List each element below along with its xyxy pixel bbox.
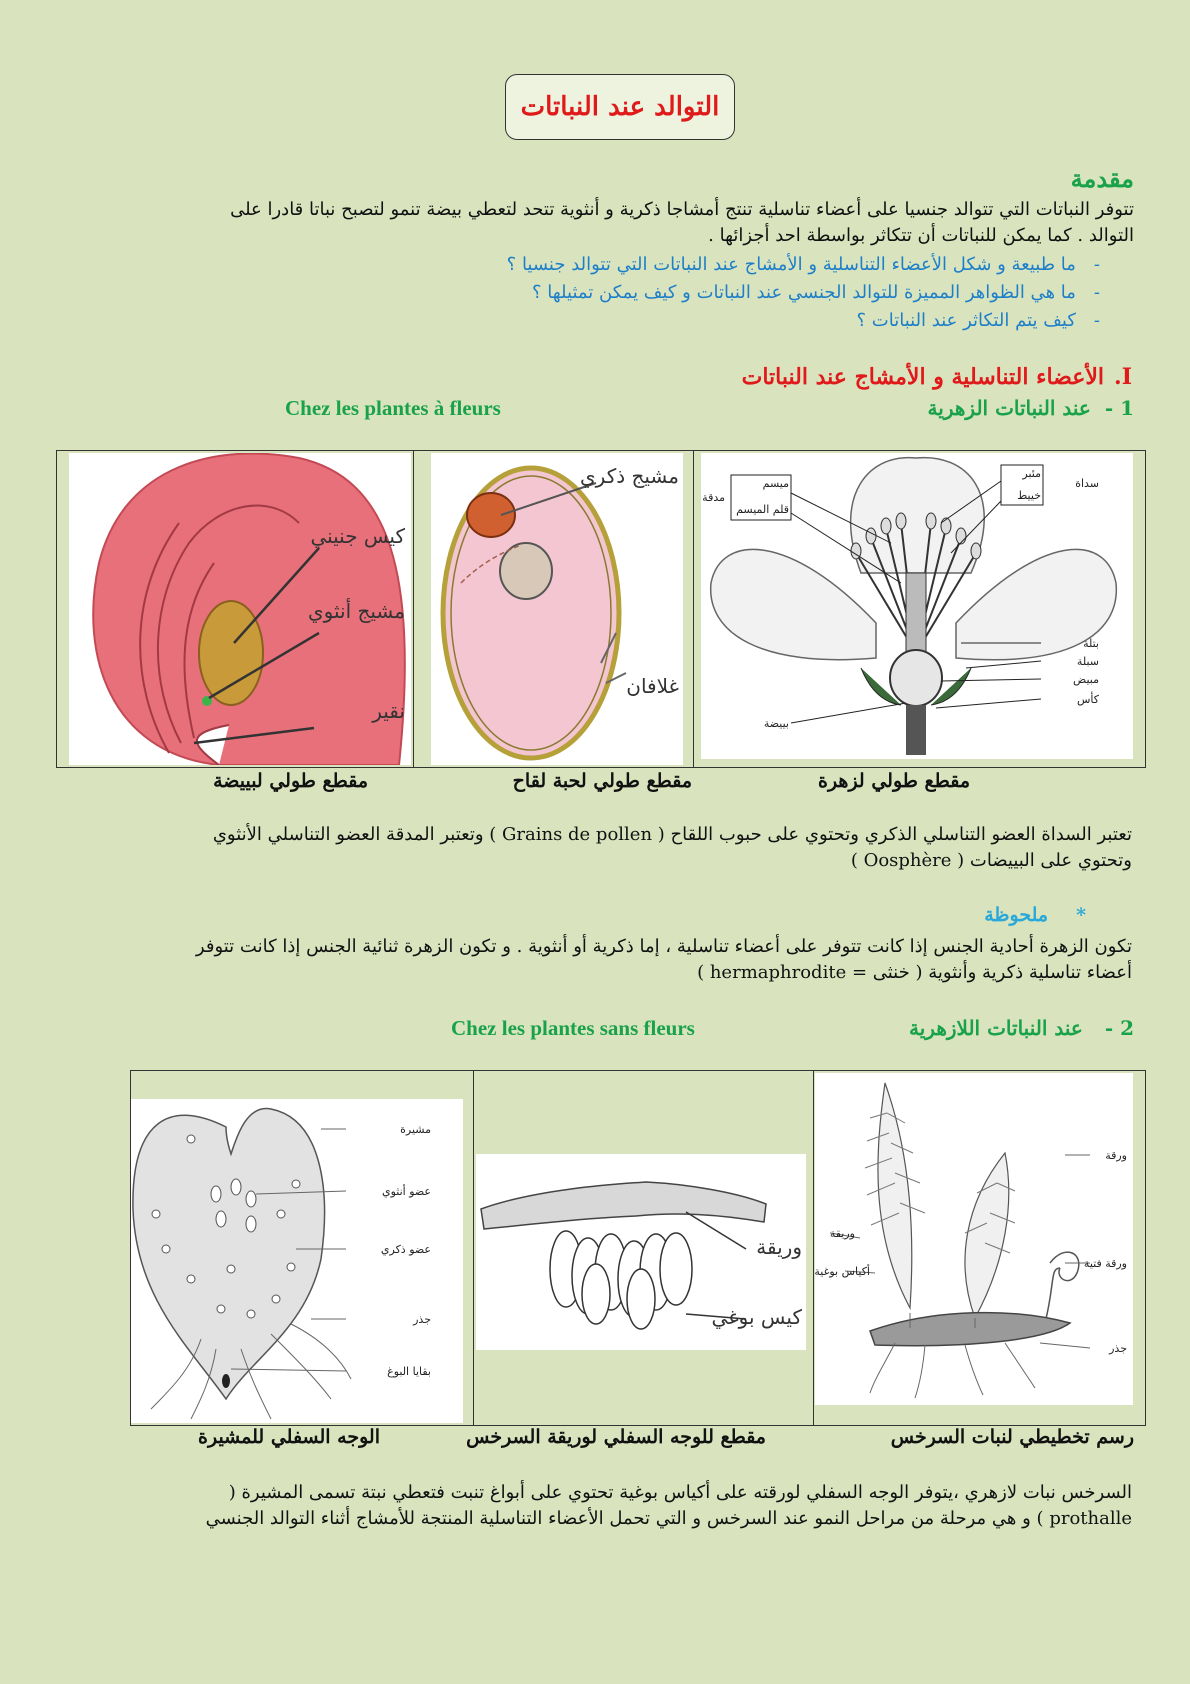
question-2 — [532, 279, 1100, 307]
pollen-label-walls: غلافان — [626, 674, 679, 698]
page-title: التوالد عند النباتات — [505, 74, 735, 140]
question-text: ما هي الظواهر المميزة للتوالد الجنسي عند النباتات و كيف يمكن تمثيلها ؟ — [532, 282, 1076, 303]
table-divider — [693, 451, 694, 767]
caption-fern: رسم تخطيطي لنبات السرخس — [890, 1426, 1134, 1448]
prothallus-label-female: عضو أنثوي — [381, 1185, 431, 1198]
prothallus-label-spore: بقايا البوغ — [387, 1365, 431, 1378]
fern-figure — [815, 1073, 1133, 1405]
fern-figures-table — [130, 1070, 1146, 1426]
fern-label-leaflet: وريقة — [829, 1227, 855, 1240]
table-divider — [813, 1071, 814, 1425]
intro-heading: مقدمة — [1070, 164, 1134, 193]
flower-label-stamen: سداة — [1075, 477, 1099, 490]
flower-diagram — [701, 453, 1133, 759]
caption-pollen: مقطع طولي لحبة لقاح — [512, 770, 692, 792]
subsection-2-heading — [909, 1016, 1134, 1040]
flower-label-pistil: مدقة — [702, 491, 725, 504]
bullet: - — [1093, 310, 1100, 331]
organs-text: تعتبر السداة العضو التناسلي الذكري وتحتوي على حبوب اللقاح ( Grains de pollen ) وتعتبر المدقة العضو التناسلي الأنثوي وتحتوي على البييضات ( Oosphère ) — [212, 824, 1132, 871]
pollen-label-male-gamete: مشيج ذكري — [580, 464, 679, 488]
flower-label-ovule: بييضة — [763, 717, 789, 730]
flower-label-stigma: ميسم — [762, 477, 789, 490]
fern-diagram — [815, 1073, 1133, 1405]
ovule-label-embryo-sac: كيس جنيني — [310, 524, 405, 548]
ovule-label-micropyle: نقير — [372, 699, 405, 723]
subsection-title: عند النباتات اللازهرية — [909, 1016, 1083, 1040]
subsection-2-french: Chez les plantes sans fleurs — [451, 1016, 695, 1040]
section-1-heading — [742, 364, 1132, 390]
pollen-figure — [431, 453, 683, 765]
ovule-figure — [69, 453, 411, 765]
intro-text: تتوفر النباتات التي تتوالد جنسيا على أعضاء تناسلية تنتج أمشاجا ذكرية و أنثوية تتحد لتعطي بيضة تنمو لتصبح نباتا قادرا على التوالد . كما يمكن للنباتات أن تتكاثر بواسطة احد أجزائها . — [230, 199, 1134, 246]
leaflet-figure — [476, 1154, 806, 1350]
note-marker: * — [1076, 904, 1086, 926]
question-text: كيف يتم التكاثر عند النباتات ؟ — [856, 310, 1076, 331]
caption-leaflet: مقطع للوجه السفلي لوريقة السرخس — [466, 1426, 766, 1448]
caption-flower: مقطع طولي لزهرة — [817, 770, 970, 792]
question-3 — [857, 307, 1101, 335]
leaflet-diagram — [476, 1154, 806, 1350]
flower-label-anther: مئبر — [1022, 467, 1041, 480]
subsection-1-french: Chez les plantes à fleurs — [285, 396, 501, 420]
note-text: تكون الزهرة أحادية الجنس إذا كانت تتوفر على أعضاء تناسلية ، إما ذكرية أو أنثوية . و تكون الزهرة ثنائية الجنس إذا كانت تتوفر أعضاء تناسلية ذكرية وأنثوية ( خنثى = hermaphrodite ) — [195, 936, 1132, 983]
subsection-title: عند النباتات الزهرية — [927, 396, 1091, 420]
subsection-number: 1 - — [1104, 396, 1134, 420]
prothallus-label-male: عضو ذكري — [380, 1243, 431, 1256]
flower-label-ovary: مبيض — [1072, 673, 1099, 686]
question-text: ما طبيعة و شكل الأعضاء التناسلية و الأمشاج عند النباتات التي تتوالد جنسيا ؟ — [506, 254, 1076, 275]
pollen-diagram — [431, 453, 683, 765]
fern-label-young-leaf: ورقة فتية — [1083, 1257, 1127, 1270]
note-title: ملحوظة — [984, 904, 1049, 926]
note-heading — [984, 904, 1086, 926]
flower-label-calyx: كأس — [1076, 693, 1099, 706]
table-divider — [473, 1071, 474, 1425]
flower-label-filament: خييط — [1017, 489, 1041, 502]
flower-label-petal: بتلة — [1083, 637, 1099, 650]
leaflet-label-sporangium: كيس بوغي — [711, 1305, 802, 1329]
fern-text: السرخس نبات لازهري ،يتوفر الوجه السفلي لورقته على أكياس بوغية تحتوي على أبواغ تنبت فتعطي نبتة تسمى المشيرة ( prothalle ) و هي مرحلة من مراحل النمو عند السرخس و التي تحمل الأعضاء التناسلية المنتجة للأمشاج أثناء التوالد الجنسي — [205, 1482, 1132, 1529]
bullet: - — [1093, 254, 1100, 275]
ovule-diagram — [69, 453, 411, 765]
section-title: الأعضاء التناسلية و الأمشاج عند النباتات — [741, 364, 1105, 390]
flower-label-sepal: سبلة — [1076, 655, 1099, 668]
prothallus-figure — [131, 1099, 463, 1423]
question-1 — [507, 251, 1100, 279]
leaflet-label-leaflet: وريقة — [756, 1235, 802, 1259]
flower-figures-table — [56, 450, 1146, 768]
fern-label-sporangia: أكياس بوغية — [815, 1265, 870, 1278]
ovule-label-female-gamete: مشيج أنثوي — [307, 599, 405, 623]
fern-label-leaf: ورقة — [1105, 1149, 1127, 1162]
section-number: I. — [1114, 364, 1132, 390]
subsection-number: 2 - — [1104, 1016, 1134, 1040]
caption-prothallus: الوجه السفلي للمشيرة — [198, 1426, 380, 1448]
prothallus-diagram — [131, 1099, 463, 1423]
prothallus-label-root: جذر — [413, 1313, 431, 1326]
table-divider — [413, 451, 414, 767]
prothallus-label-prothallus: مشيرة — [400, 1123, 431, 1136]
flower-figure — [701, 453, 1133, 759]
fern-label-root: جذر — [1109, 1342, 1127, 1355]
flower-label-style: قلم الميسم — [736, 503, 789, 516]
bullet: - — [1093, 282, 1100, 303]
subsection-1-heading — [928, 396, 1134, 420]
caption-ovule: مقطع طولي لبييضة — [213, 770, 368, 792]
